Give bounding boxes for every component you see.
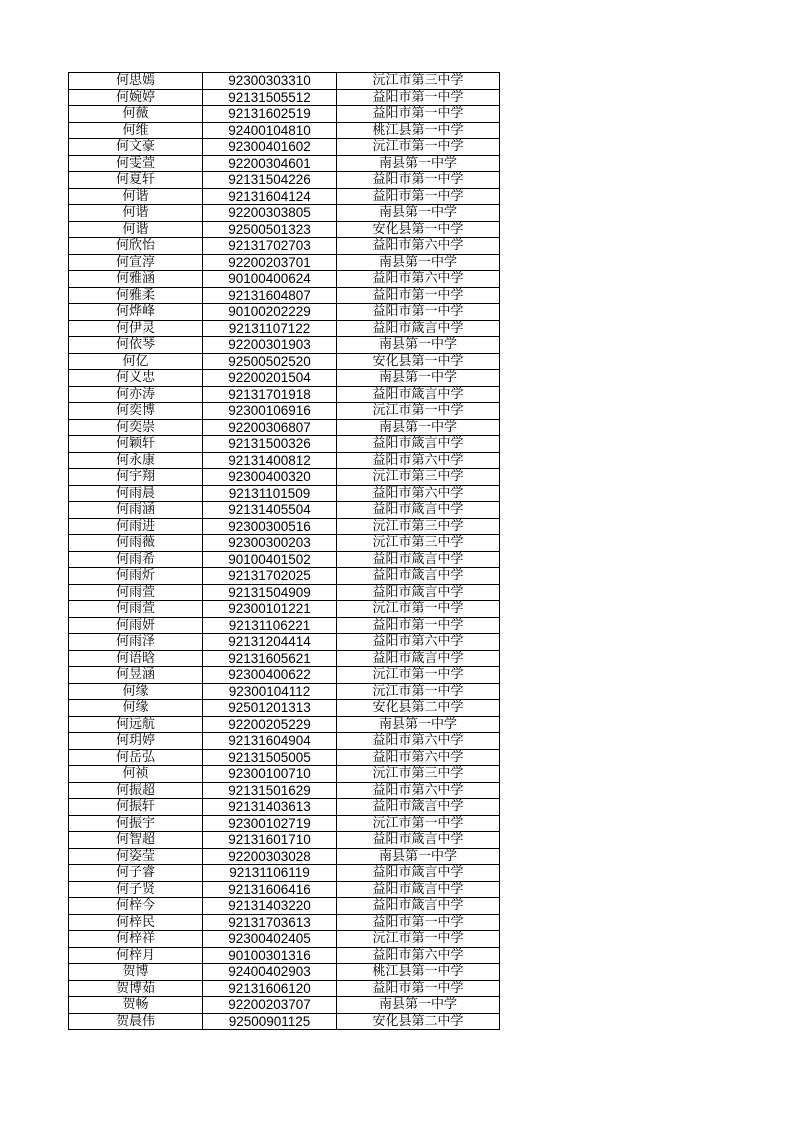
- student-name-cell: 何依琴: [69, 337, 203, 354]
- table-row: [69, 898, 500, 915]
- school-cell: 益阳市箴言中学: [337, 865, 500, 882]
- student-name-cell: 何薇: [69, 106, 203, 123]
- school-cell: 益阳市第六中学: [337, 634, 500, 651]
- table-row: [69, 634, 500, 651]
- exam-id-cell: 92131204414: [203, 634, 337, 651]
- exam-id-cell: 92500901125: [203, 1013, 337, 1030]
- student-name-cell: 何宣淳: [69, 254, 203, 271]
- school-cell: 沅江市第一中学: [337, 815, 500, 832]
- student-name-cell: 何亦涛: [69, 386, 203, 403]
- exam-id-cell: 92131604124: [203, 188, 337, 205]
- exam-id-cell: 92131504909: [203, 584, 337, 601]
- student-name-cell: 何雨涵: [69, 502, 203, 519]
- school-cell: 益阳市箴言中学: [337, 436, 500, 453]
- student-name-cell: 何振超: [69, 782, 203, 799]
- student-name-cell: 何奕崇: [69, 419, 203, 436]
- school-cell: 南县第一中学: [337, 419, 500, 436]
- table-row: [69, 320, 500, 337]
- school-cell: 南县第一中学: [337, 155, 500, 172]
- school-cell: 南县第一中学: [337, 716, 500, 733]
- school-cell: 沅江市第三中学: [337, 766, 500, 783]
- exam-id-cell: 92200303805: [203, 205, 337, 222]
- school-cell: 安化县第二中学: [337, 700, 500, 717]
- exam-id-cell: 92200203707: [203, 997, 337, 1014]
- table-row: [69, 700, 500, 717]
- table-row: [69, 601, 500, 618]
- table-row: [69, 733, 500, 750]
- school-cell: 益阳市第六中学: [337, 452, 500, 469]
- table-row: [69, 848, 500, 865]
- exam-id-cell: 92131403613: [203, 799, 337, 816]
- school-cell: 益阳市第一中学: [337, 172, 500, 189]
- school-cell: 沅江市第一中学: [337, 139, 500, 156]
- exam-id-cell: 92300102719: [203, 815, 337, 832]
- exam-id-cell: 92131504226: [203, 172, 337, 189]
- school-cell: 益阳市第六中学: [337, 749, 500, 766]
- student-name-cell: 何婉婷: [69, 89, 203, 106]
- exam-id-cell: 92300300203: [203, 535, 337, 552]
- exam-id-cell: 92200301903: [203, 337, 337, 354]
- student-name-cell: 何雨萱: [69, 601, 203, 618]
- exam-id-cell: 92200203701: [203, 254, 337, 271]
- exam-id-cell: 90100301316: [203, 947, 337, 964]
- student-name-cell: 何亿: [69, 353, 203, 370]
- school-cell: 南县第一中学: [337, 370, 500, 387]
- student-name-cell: 何梓今: [69, 898, 203, 915]
- student-name-cell: 何维: [69, 122, 203, 139]
- student-name-cell: 何夏轩: [69, 172, 203, 189]
- school-cell: 益阳市箴言中学: [337, 898, 500, 915]
- table-row: [69, 353, 500, 370]
- exam-id-cell: 92400402903: [203, 964, 337, 981]
- school-cell: 安化县第一中学: [337, 353, 500, 370]
- table-row: [69, 403, 500, 420]
- table-row: [69, 799, 500, 816]
- exam-id-cell: 92131500326: [203, 436, 337, 453]
- exam-id-cell: 92200304601: [203, 155, 337, 172]
- school-cell: 益阳市第六中学: [337, 782, 500, 799]
- table-row: [69, 980, 500, 997]
- exam-id-cell: 92300106916: [203, 403, 337, 420]
- school-cell: 益阳市箴言中学: [337, 881, 500, 898]
- school-cell: 沅江市第三中学: [337, 535, 500, 552]
- student-name-cell: 何智超: [69, 832, 203, 849]
- student-name-cell: 何颖轩: [69, 436, 203, 453]
- student-name-cell: 何振轩: [69, 799, 203, 816]
- table-row: [69, 485, 500, 502]
- table-row: [69, 931, 500, 948]
- school-cell: 益阳市箴言中学: [337, 502, 500, 519]
- exam-id-cell: 92131702703: [203, 238, 337, 255]
- exam-id-cell: 92131606416: [203, 881, 337, 898]
- table-row: [69, 73, 500, 90]
- school-cell: 沅江市第三中学: [337, 518, 500, 535]
- exam-id-cell: 90100401502: [203, 551, 337, 568]
- student-name-cell: 何岳弘: [69, 749, 203, 766]
- student-name-cell: 何永康: [69, 452, 203, 469]
- exam-id-cell: 92131501629: [203, 782, 337, 799]
- school-cell: 桃江县第一中学: [337, 964, 500, 981]
- exam-id-cell: 92300101221: [203, 601, 337, 618]
- table-row: [69, 122, 500, 139]
- exam-id-cell: 92131703613: [203, 914, 337, 931]
- student-name-cell: 何缘: [69, 683, 203, 700]
- table-row: [69, 337, 500, 354]
- school-cell: 南县第一中学: [337, 997, 500, 1014]
- school-cell: 沅江市第一中学: [337, 601, 500, 618]
- student-name-cell: 何雨萱: [69, 584, 203, 601]
- table-row: [69, 205, 500, 222]
- student-name-cell: 何梓祥: [69, 931, 203, 948]
- student-name-cell: 何奕博: [69, 403, 203, 420]
- exam-id-cell: 92131405504: [203, 502, 337, 519]
- table-row: [69, 386, 500, 403]
- school-cell: 沅江市第一中学: [337, 931, 500, 948]
- table-row: [69, 155, 500, 172]
- school-cell: 益阳市第六中学: [337, 238, 500, 255]
- table-row: [69, 997, 500, 1014]
- table-row: [69, 535, 500, 552]
- school-cell: 益阳市第一中学: [337, 89, 500, 106]
- school-cell: 益阳市箴言中学: [337, 568, 500, 585]
- table-row: [69, 782, 500, 799]
- table-row: [69, 436, 500, 453]
- student-name-cell: 何玥婷: [69, 733, 203, 750]
- table-row: [69, 683, 500, 700]
- school-cell: 南县第一中学: [337, 254, 500, 271]
- student-name-cell: 何子贤: [69, 881, 203, 898]
- table-row: [69, 947, 500, 964]
- student-name-cell: 贺晨伟: [69, 1013, 203, 1030]
- school-cell: 沅江市第一中学: [337, 683, 500, 700]
- student-name-cell: 何缘: [69, 700, 203, 717]
- student-name-cell: 何雅柔: [69, 287, 203, 304]
- table-row: [69, 287, 500, 304]
- table-row: [69, 964, 500, 981]
- student-name-cell: 贺畅: [69, 997, 203, 1014]
- table-row: [69, 188, 500, 205]
- student-name-cell: 何雅涵: [69, 271, 203, 288]
- roster-body: [69, 73, 500, 1030]
- table-row: [69, 172, 500, 189]
- exam-id-cell: 92300303310: [203, 73, 337, 90]
- exam-id-cell: 92300300516: [203, 518, 337, 535]
- exam-id-cell: 92300400320: [203, 469, 337, 486]
- student-name-cell: 何雨薇: [69, 535, 203, 552]
- table-row: [69, 238, 500, 255]
- school-cell: 益阳市第六中学: [337, 733, 500, 750]
- exam-id-cell: 92131604904: [203, 733, 337, 750]
- exam-id-cell: 92131605621: [203, 650, 337, 667]
- student-name-cell: 何文豪: [69, 139, 203, 156]
- exam-id-cell: 92200303028: [203, 848, 337, 865]
- exam-id-cell: 92300100710: [203, 766, 337, 783]
- school-cell: 益阳市第六中学: [337, 485, 500, 502]
- table-row: [69, 650, 500, 667]
- student-name-cell: 何雯萱: [69, 155, 203, 172]
- school-cell: 安化县第一中学: [337, 221, 500, 238]
- school-cell: 益阳市第六中学: [337, 271, 500, 288]
- exam-id-cell: 92131106119: [203, 865, 337, 882]
- exam-id-cell: 92200205229: [203, 716, 337, 733]
- school-cell: 益阳市箴言中学: [337, 320, 500, 337]
- table-row: [69, 89, 500, 106]
- school-cell: 南县第一中学: [337, 205, 500, 222]
- school-cell: 沅江市第一中学: [337, 403, 500, 420]
- student-name-cell: 何义忠: [69, 370, 203, 387]
- exam-id-cell: 92501201313: [203, 700, 337, 717]
- school-cell: 沅江市第一中学: [337, 667, 500, 684]
- school-cell: 沅江市第三中学: [337, 469, 500, 486]
- school-cell: 益阳市箴言中学: [337, 386, 500, 403]
- exam-id-cell: 92131602519: [203, 106, 337, 123]
- student-name-cell: 何伊灵: [69, 320, 203, 337]
- student-name-cell: 何梓月: [69, 947, 203, 964]
- exam-id-cell: 92131702025: [203, 568, 337, 585]
- table-row: [69, 716, 500, 733]
- student-name-cell: 何雨妍: [69, 617, 203, 634]
- table-row: [69, 139, 500, 156]
- table-row: [69, 254, 500, 271]
- school-cell: 安化县第二中学: [337, 1013, 500, 1030]
- school-cell: 益阳市第一中学: [337, 287, 500, 304]
- student-name-cell: 何谐: [69, 188, 203, 205]
- table-row: [69, 419, 500, 436]
- table-row: [69, 815, 500, 832]
- school-cell: 益阳市第一中学: [337, 617, 500, 634]
- school-cell: 益阳市第一中学: [337, 914, 500, 931]
- table-row: [69, 749, 500, 766]
- school-cell: 益阳市箴言中学: [337, 799, 500, 816]
- student-name-cell: 何思嫣: [69, 73, 203, 90]
- school-cell: 益阳市第六中学: [337, 947, 500, 964]
- school-cell: 南县第一中学: [337, 337, 500, 354]
- student-name-cell: 贺博: [69, 964, 203, 981]
- table-row: [69, 518, 500, 535]
- school-cell: 益阳市箴言中学: [337, 650, 500, 667]
- student-name-cell: 何雨晨: [69, 485, 203, 502]
- exam-id-cell: 92131604807: [203, 287, 337, 304]
- exam-id-cell: 92131601710: [203, 832, 337, 849]
- school-cell: 益阳市箴言中学: [337, 832, 500, 849]
- table-row: [69, 469, 500, 486]
- table-row: [69, 271, 500, 288]
- student-name-cell: 何祯: [69, 766, 203, 783]
- exam-id-cell: 92200306807: [203, 419, 337, 436]
- student-name-cell: 何宇翔: [69, 469, 203, 486]
- table-row: [69, 568, 500, 585]
- exam-id-cell: 92131505512: [203, 89, 337, 106]
- exam-id-cell: 92131701918: [203, 386, 337, 403]
- exam-id-cell: 92131606120: [203, 980, 337, 997]
- exam-id-cell: 92200201504: [203, 370, 337, 387]
- exam-id-cell: 92131107122: [203, 320, 337, 337]
- table-row: [69, 881, 500, 898]
- exam-id-cell: 90100400624: [203, 271, 337, 288]
- school-cell: 益阳市箴言中学: [337, 584, 500, 601]
- student-name-cell: 何雨炘: [69, 568, 203, 585]
- table-row: [69, 832, 500, 849]
- exam-id-cell: 92300402405: [203, 931, 337, 948]
- table-row: [69, 452, 500, 469]
- student-roster-table: [68, 72, 500, 1030]
- student-name-cell: 何振宇: [69, 815, 203, 832]
- student-name-cell: 何烨峰: [69, 304, 203, 321]
- school-cell: 南县第一中学: [337, 848, 500, 865]
- exam-id-cell: 92131400812: [203, 452, 337, 469]
- exam-id-cell: 92131101509: [203, 485, 337, 502]
- table-row: [69, 914, 500, 931]
- student-name-cell: 何谐: [69, 205, 203, 222]
- student-name-cell: 何欣怡: [69, 238, 203, 255]
- exam-id-cell: 92131403220: [203, 898, 337, 915]
- exam-id-cell: 92500501323: [203, 221, 337, 238]
- student-name-cell: 何雨进: [69, 518, 203, 535]
- exam-id-cell: 92300400622: [203, 667, 337, 684]
- student-name-cell: 何昱涵: [69, 667, 203, 684]
- student-name-cell: 何梓民: [69, 914, 203, 931]
- table-row: [69, 766, 500, 783]
- school-cell: 沅江市第三中学: [337, 73, 500, 90]
- exam-id-cell: 92500502520: [203, 353, 337, 370]
- table-row: [69, 370, 500, 387]
- student-name-cell: 何雨泽: [69, 634, 203, 651]
- exam-id-cell: 92300401602: [203, 139, 337, 156]
- student-name-cell: 何姿莹: [69, 848, 203, 865]
- table-row: [69, 865, 500, 882]
- table-row: [69, 1013, 500, 1030]
- school-cell: 益阳市第一中学: [337, 980, 500, 997]
- school-cell: 益阳市箴言中学: [337, 551, 500, 568]
- exam-id-cell: 92131505005: [203, 749, 337, 766]
- school-cell: 桃江县第一中学: [337, 122, 500, 139]
- student-name-cell: 何雨希: [69, 551, 203, 568]
- table-row: [69, 584, 500, 601]
- student-name-cell: 何子睿: [69, 865, 203, 882]
- table-row: [69, 502, 500, 519]
- school-cell: 益阳市第一中学: [337, 188, 500, 205]
- table-row: [69, 106, 500, 123]
- exam-id-cell: 92300104112: [203, 683, 337, 700]
- student-name-cell: 何远航: [69, 716, 203, 733]
- student-name-cell: 何语晗: [69, 650, 203, 667]
- exam-id-cell: 92400104810: [203, 122, 337, 139]
- student-name-cell: 贺博茹: [69, 980, 203, 997]
- exam-id-cell: 92131106221: [203, 617, 337, 634]
- table-row: [69, 667, 500, 684]
- table-row: [69, 617, 500, 634]
- table-row: [69, 221, 500, 238]
- exam-id-cell: 90100202229: [203, 304, 337, 321]
- table-row: [69, 304, 500, 321]
- student-name-cell: 何谐: [69, 221, 203, 238]
- school-cell: 益阳市第一中学: [337, 304, 500, 321]
- school-cell: 益阳市第一中学: [337, 106, 500, 123]
- table-row: [69, 551, 500, 568]
